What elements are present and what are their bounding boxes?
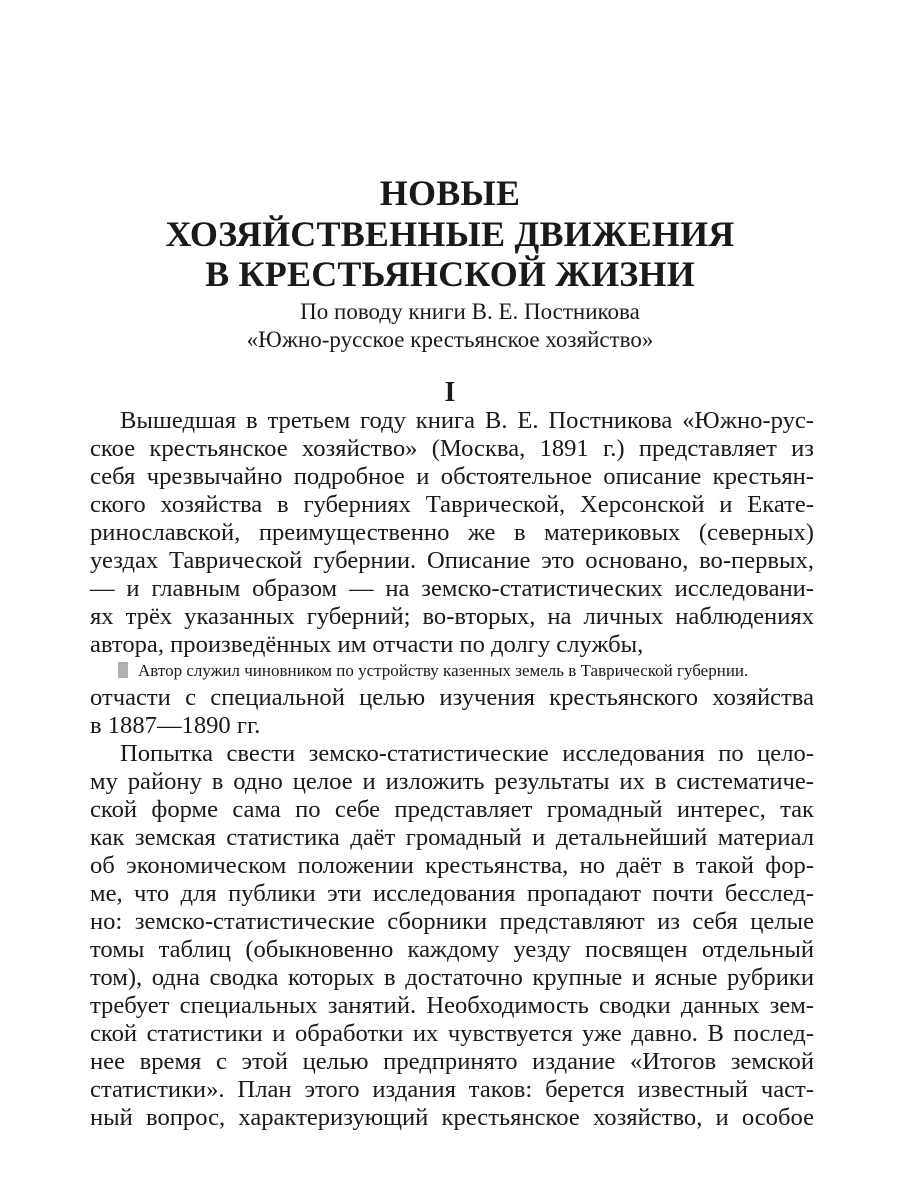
- paragraph-2-line: статистики». План этого издания таков: берется известный част-: [90, 1076, 814, 1103]
- title-line-1: НОВЫЕ: [379, 173, 521, 213]
- paragraph-1-line: Вышедшая в третьем году книга В. Е. Постникова «Южно-рус-: [120, 407, 814, 434]
- title-line-3: В КРЕСТЬЯНСКОЙ ЖИЗНИ: [205, 254, 695, 294]
- subtitle-line-1: По поводу книги В. Е. Постникова: [300, 299, 640, 324]
- paragraph-1-line: ях трёх указанных губерний; во-вторых, на личных наблюдениях: [90, 603, 814, 630]
- paragraph-2-line: ный вопрос, характеризующий крестьянское хозяйство, и особое: [90, 1104, 814, 1131]
- paragraph-2-line: ме, что для публики эти исследования пропадают почти бесслед-: [90, 880, 814, 907]
- paragraph-1-cont-line: в 1887—1890 гг.: [90, 712, 261, 739]
- section-number: I: [444, 377, 456, 408]
- paragraph-1-line: ского хозяйства в губерниях Таврической, Херсонской и Екате-: [90, 491, 814, 518]
- paragraph-2-line: как земская статистика даёт громадный и детальнейший материал: [90, 824, 814, 851]
- paragraph-1-line: автора, произведённых им отчасти по долгу службы,: [90, 631, 644, 658]
- paragraph-2-line: том), одна сводка которых в достаточно крупные и ясные рубрики: [90, 964, 814, 991]
- paragraph-2-line: ской форме сама по себе представляет громадный интерес, так: [90, 796, 814, 823]
- paragraph-1-line: ское крестьянское хозяйство» (Москва, 1891 г.) представляет из: [90, 435, 814, 462]
- paragraph-2-line: нее время с этой целью предпринято издание «Итогов земской: [90, 1048, 814, 1075]
- paragraph-1-line: себя чрезвычайно подробное и обстоятельное описание крестьян-: [90, 463, 814, 490]
- paragraph-1-line: уездах Таврической губернии. Описание это основано, во-первых,: [90, 547, 814, 574]
- paragraph-1-line: ринославской, преимущественно же в материковых (северных): [90, 519, 814, 546]
- title-line-2: ХОЗЯЙСТВЕННЫЕ ДВИЖЕНИЯ: [165, 214, 735, 254]
- footnote-text: Автор служил чиновником по устройству казенных земель в Таврической губернии.: [138, 661, 749, 680]
- paragraph-2-line: томы таблиц (обыкновенно каждому уезду посвящен отдельный: [90, 936, 814, 963]
- subtitle-line-2: «Южно-русское крестьянское хозяйство»: [246, 327, 654, 352]
- paragraph-2-line: Попытка свести земско-статистические исследования по цело-: [120, 740, 814, 767]
- paragraph-1-cont-line: отчасти с специальной целью изучения крестьянского хозяйства: [90, 684, 814, 711]
- footnote-marker: [118, 662, 128, 678]
- paragraph-2-line: му району в одно целое и изложить результаты их в систематиче-: [90, 768, 814, 795]
- paragraph-2-line: требует специальных занятий. Необходимость сводки данных зем-: [90, 992, 814, 1019]
- paragraph-2-line: об экономическом положении крестьянства, но даёт в такой фор-: [90, 852, 814, 879]
- footnote: [118, 660, 838, 682]
- paragraph-1-line: — и главным образом — на земско-статистических исследовани-: [90, 575, 814, 602]
- paragraph-2-line: ской статистики и обработки их чувствуется уже давно. В послед-: [90, 1020, 814, 1047]
- paragraph-2-line: но: земско-статистические сборники представляют из себя целые: [90, 908, 814, 935]
